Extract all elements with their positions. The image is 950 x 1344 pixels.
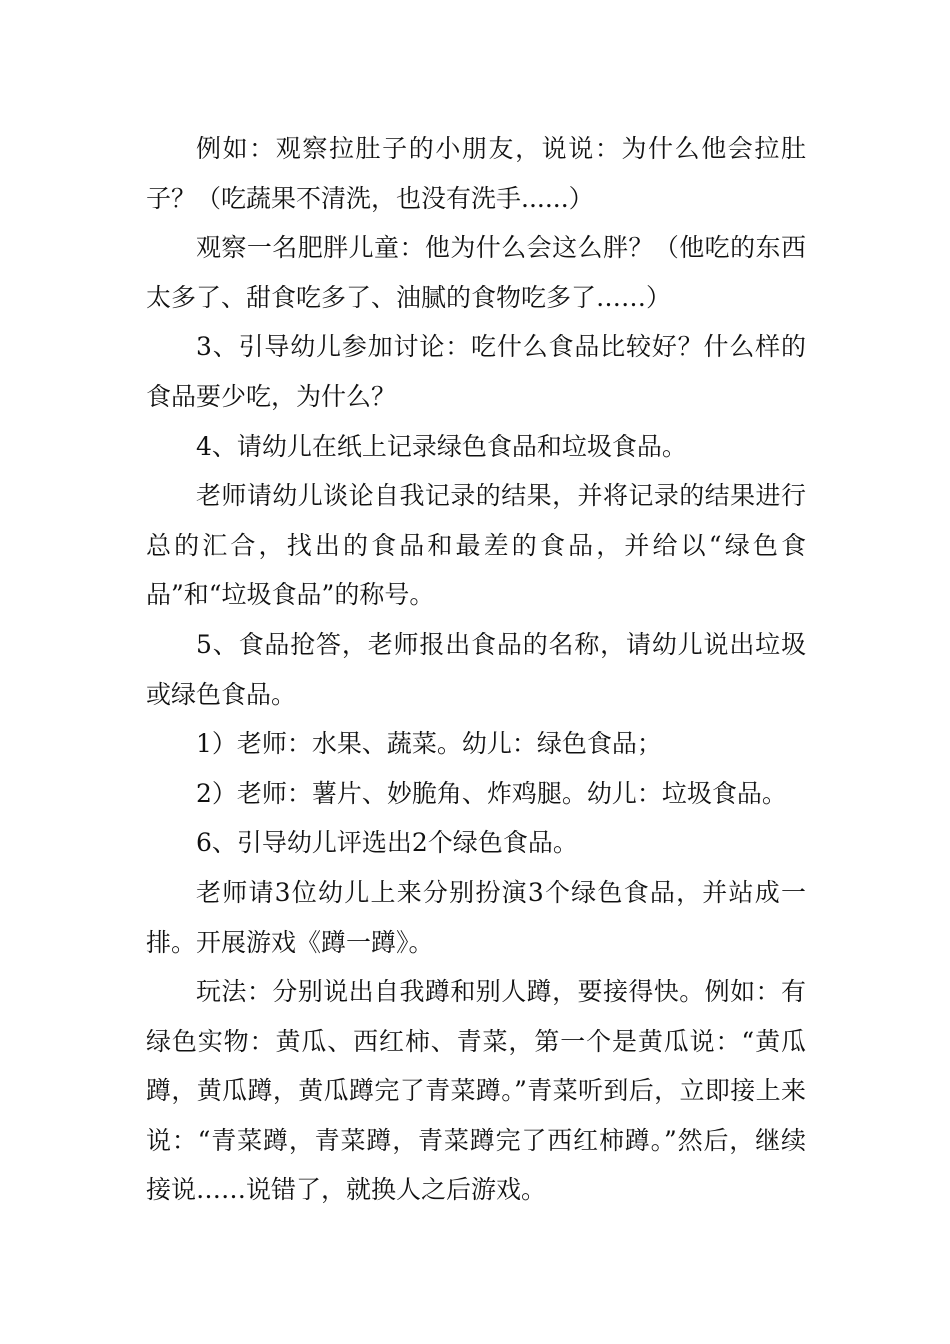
paragraph-quiz-item-2: 2）老师：薯片、妙脆角、炸鸡腿。幼儿：垃圾食品。 [196, 778, 787, 808]
paragraph-step-6-select: 6、引导幼儿评选出2个绿色食品。 [196, 828, 578, 858]
paragraph-quiz-item-1: 1）老师：水果、蔬菜。幼儿：绿色食品； [196, 729, 662, 759]
paragraph-step-3-discussion: 3、引导幼儿参加讨论：吃什么食品比较好？什么样的食品要少吃，为什么？ [146, 332, 806, 411]
paragraph-step-5-quiz: 5、食品抢答，老师报出食品的名称，请幼儿说出垃圾或绿色食品。 [146, 629, 806, 709]
document-body [146, 124, 806, 1215]
paragraph-game-setup: 老师请3位幼儿上来分别扮演3个绿色食品，并站成一排。开展游戏《蹲一蹲》。 [146, 877, 806, 957]
paragraph-observe-obese-child: 观察一名肥胖儿童：他为什么会这么胖？（他吃的东西太多了、甜食吃多了、油腻的食物吃多了……） [146, 233, 806, 312]
paragraph-example-diarrhea: 例如：观察拉肚子的小朋友，说说：为什么他会拉肚子？（吃蔬果不清洗，也没有洗手......） [146, 134, 806, 213]
paragraph-step-4-record: 4、请幼儿在纸上记录绿色食品和垃圾食品。 [196, 431, 687, 461]
paragraph-game-rules: 玩法：分别说出自我蹲和别人蹲，要接得快。例如：有绿色实物：黄瓜、西红柿、青菜，第一个是黄瓜说：“黄瓜蹲，黄瓜蹲，黄瓜蹲完了青菜蹲。”青菜听到后，立即接上来说：“青菜蹲，青菜蹲，青菜蹲完了西红柿蹲。”然后，继续接说……说错了，就换人之后游戏。 [146, 977, 806, 1205]
paragraph-teacher-summary: 老师请幼儿谈论自我记录的结果，并将记录的结果进行总的汇合，找出的食品和最差的食品，并给以“绿色食品”和“垃圾食品”的称号。 [146, 481, 806, 610]
